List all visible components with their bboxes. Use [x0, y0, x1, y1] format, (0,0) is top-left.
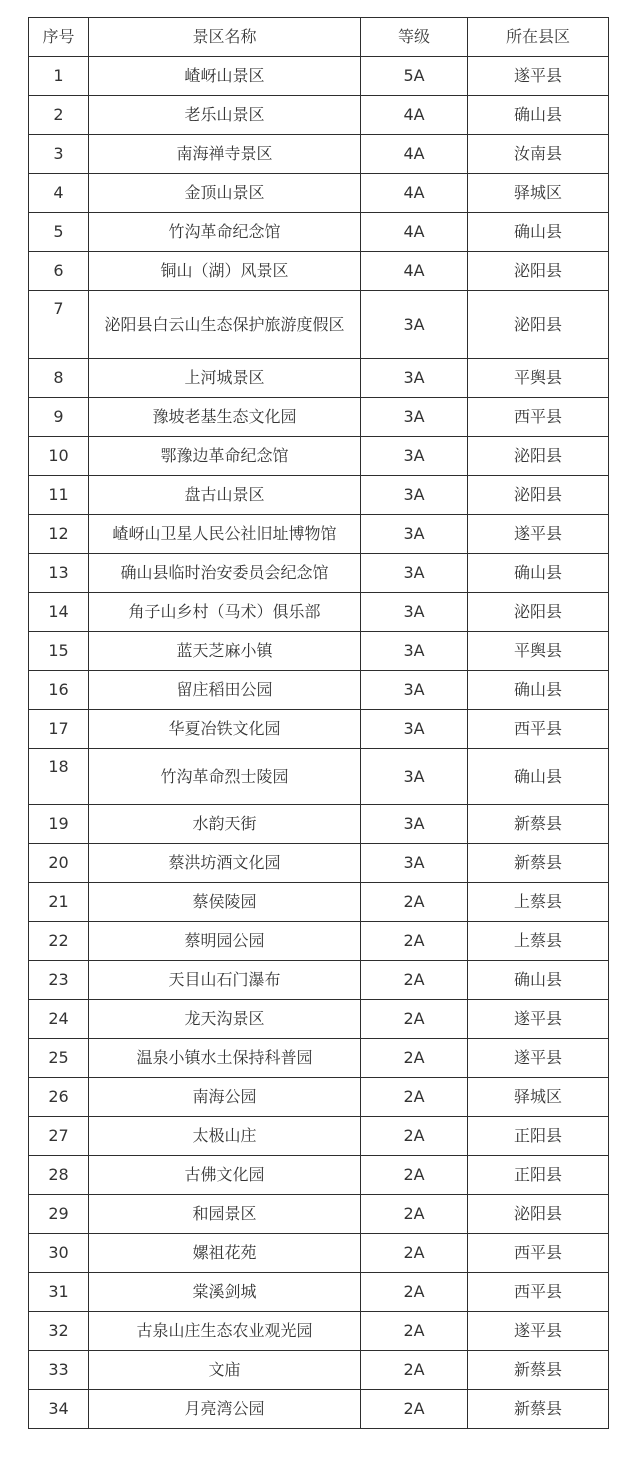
- cell-index: 1: [29, 57, 89, 96]
- table-header: [29, 18, 609, 57]
- table-row: [29, 1000, 609, 1039]
- cell-index: 24: [29, 1000, 89, 1039]
- cell-index: 8: [29, 359, 89, 398]
- cell-grade: 2A: [361, 1273, 468, 1312]
- cell-index: 2: [29, 96, 89, 135]
- cell-index: 15: [29, 632, 89, 671]
- cell-grade: 3A: [361, 805, 468, 844]
- scenic-spots-table: [28, 17, 609, 1429]
- cell-spot-name: 泌阳县白云山生态保护旅游度假区: [89, 291, 361, 359]
- table-row: [29, 515, 609, 554]
- cell-county: 汝南县: [468, 135, 609, 174]
- cell-spot-name: 上河城景区: [89, 359, 361, 398]
- cell-grade: 2A: [361, 1156, 468, 1195]
- cell-index: 33: [29, 1351, 89, 1390]
- cell-grade: 3A: [361, 749, 468, 805]
- cell-index: 26: [29, 1078, 89, 1117]
- table-row: [29, 1039, 609, 1078]
- table-row: [29, 291, 609, 359]
- cell-spot-name: 嵖岈山卫星人民公社旧址博物馆: [89, 515, 361, 554]
- cell-spot-name: 文庙: [89, 1351, 361, 1390]
- cell-spot-name: 棠溪剑城: [89, 1273, 361, 1312]
- table-row: [29, 359, 609, 398]
- cell-index: 9: [29, 398, 89, 437]
- table-row: [29, 1156, 609, 1195]
- cell-spot-name: 老乐山景区: [89, 96, 361, 135]
- cell-grade: 5A: [361, 57, 468, 96]
- cell-spot-name: 龙天沟景区: [89, 1000, 361, 1039]
- cell-county: 确山县: [468, 749, 609, 805]
- cell-spot-name: 嵖岈山景区: [89, 57, 361, 96]
- cell-county: 泌阳县: [468, 291, 609, 359]
- cell-grade: 4A: [361, 174, 468, 213]
- cell-index: 5: [29, 213, 89, 252]
- cell-grade: 2A: [361, 1234, 468, 1273]
- cell-county: 新蔡县: [468, 805, 609, 844]
- cell-county: 平舆县: [468, 359, 609, 398]
- table-row: [29, 961, 609, 1000]
- cell-county: 上蔡县: [468, 883, 609, 922]
- cell-county: 西平县: [468, 398, 609, 437]
- cell-grade: 3A: [361, 476, 468, 515]
- header-index: 序号: [29, 18, 89, 57]
- cell-spot-name: 南海公园: [89, 1078, 361, 1117]
- cell-index: 21: [29, 883, 89, 922]
- cell-index: 27: [29, 1117, 89, 1156]
- cell-index: 23: [29, 961, 89, 1000]
- cell-grade: 2A: [361, 1078, 468, 1117]
- cell-spot-name: 月亮湾公园: [89, 1390, 361, 1429]
- table-row: [29, 593, 609, 632]
- cell-index: 22: [29, 922, 89, 961]
- cell-spot-name: 铜山（湖）风景区: [89, 252, 361, 291]
- table-row: [29, 1351, 609, 1390]
- table-row: [29, 749, 609, 805]
- cell-county: 确山县: [468, 554, 609, 593]
- table-row: [29, 844, 609, 883]
- cell-county: 平舆县: [468, 632, 609, 671]
- cell-spot-name: 竹沟革命烈士陵园: [89, 749, 361, 805]
- cell-index: 13: [29, 554, 89, 593]
- cell-index: 12: [29, 515, 89, 554]
- cell-grade: 2A: [361, 961, 468, 1000]
- cell-index: 32: [29, 1312, 89, 1351]
- cell-grade: 3A: [361, 398, 468, 437]
- cell-county: 新蔡县: [468, 1390, 609, 1429]
- cell-spot-name: 豫坡老基生态文化园: [89, 398, 361, 437]
- cell-index: 6: [29, 252, 89, 291]
- cell-grade: 3A: [361, 359, 468, 398]
- cell-grade: 2A: [361, 1390, 468, 1429]
- table-row: [29, 805, 609, 844]
- cell-grade: 3A: [361, 632, 468, 671]
- table-row: [29, 398, 609, 437]
- cell-index: 3: [29, 135, 89, 174]
- cell-county: 确山县: [468, 96, 609, 135]
- cell-grade: 2A: [361, 1000, 468, 1039]
- cell-grade: 2A: [361, 1039, 468, 1078]
- cell-grade: 3A: [361, 593, 468, 632]
- cell-county: 正阳县: [468, 1117, 609, 1156]
- cell-spot-name: 太极山庄: [89, 1117, 361, 1156]
- cell-spot-name: 温泉小镇水土保持科普园: [89, 1039, 361, 1078]
- table-row: [29, 1390, 609, 1429]
- cell-index: 11: [29, 476, 89, 515]
- cell-spot-name: 蔡洪坊酒文化园: [89, 844, 361, 883]
- cell-grade: 3A: [361, 554, 468, 593]
- table-row: [29, 1234, 609, 1273]
- table-row: [29, 1195, 609, 1234]
- cell-county: 上蔡县: [468, 922, 609, 961]
- cell-grade: 2A: [361, 922, 468, 961]
- cell-grade: 3A: [361, 671, 468, 710]
- cell-index: 17: [29, 710, 89, 749]
- cell-county: 遂平县: [468, 57, 609, 96]
- cell-county: 西平县: [468, 1273, 609, 1312]
- cell-index: 34: [29, 1390, 89, 1429]
- cell-grade: 4A: [361, 252, 468, 291]
- cell-spot-name: 水韵天街: [89, 805, 361, 844]
- cell-county: 遂平县: [468, 1039, 609, 1078]
- cell-grade: 3A: [361, 291, 468, 359]
- table-row: [29, 174, 609, 213]
- cell-spot-name: 嫘祖花苑: [89, 1234, 361, 1273]
- table-row: [29, 632, 609, 671]
- cell-county: 确山县: [468, 671, 609, 710]
- header-row: [29, 18, 609, 57]
- cell-spot-name: 留庄稻田公园: [89, 671, 361, 710]
- cell-spot-name: 和园景区: [89, 1195, 361, 1234]
- cell-grade: 4A: [361, 135, 468, 174]
- cell-spot-name: 鄂豫边革命纪念馆: [89, 437, 361, 476]
- table-row: [29, 476, 609, 515]
- header-spot-name: 景区名称: [89, 18, 361, 57]
- table-row: [29, 96, 609, 135]
- cell-index: 25: [29, 1039, 89, 1078]
- cell-grade: 4A: [361, 96, 468, 135]
- cell-county: 遂平县: [468, 1000, 609, 1039]
- cell-spot-name: 角子山乡村（马术）俱乐部: [89, 593, 361, 632]
- table-row: [29, 252, 609, 291]
- cell-county: 泌阳县: [468, 1195, 609, 1234]
- cell-index: 30: [29, 1234, 89, 1273]
- cell-index: 18: [29, 749, 89, 805]
- cell-index: 29: [29, 1195, 89, 1234]
- cell-county: 确山县: [468, 961, 609, 1000]
- cell-index: 31: [29, 1273, 89, 1312]
- cell-index: 19: [29, 805, 89, 844]
- cell-county: 确山县: [468, 213, 609, 252]
- table-row: [29, 57, 609, 96]
- table-row: [29, 1117, 609, 1156]
- cell-grade: 2A: [361, 1312, 468, 1351]
- cell-county: 西平县: [468, 710, 609, 749]
- cell-county: 泌阳县: [468, 593, 609, 632]
- table-row: [29, 437, 609, 476]
- cell-index: 4: [29, 174, 89, 213]
- cell-spot-name: 盘古山景区: [89, 476, 361, 515]
- cell-grade: 2A: [361, 1195, 468, 1234]
- cell-spot-name: 金顶山景区: [89, 174, 361, 213]
- cell-grade: 2A: [361, 883, 468, 922]
- cell-index: 20: [29, 844, 89, 883]
- cell-county: 遂平县: [468, 515, 609, 554]
- cell-spot-name: 竹沟革命纪念馆: [89, 213, 361, 252]
- table-row: [29, 710, 609, 749]
- cell-county: 新蔡县: [468, 844, 609, 883]
- table-row: [29, 213, 609, 252]
- cell-county: 新蔡县: [468, 1351, 609, 1390]
- cell-spot-name: 南海禅寺景区: [89, 135, 361, 174]
- table-row: [29, 922, 609, 961]
- cell-index: 7: [29, 291, 89, 359]
- cell-grade: 2A: [361, 1351, 468, 1390]
- cell-index: 16: [29, 671, 89, 710]
- table-row: [29, 1078, 609, 1117]
- cell-grade: 3A: [361, 710, 468, 749]
- cell-index: 28: [29, 1156, 89, 1195]
- cell-county: 正阳县: [468, 1156, 609, 1195]
- cell-county: 泌阳县: [468, 476, 609, 515]
- cell-county: 泌阳县: [468, 437, 609, 476]
- cell-county: 驿城区: [468, 174, 609, 213]
- cell-grade: 3A: [361, 437, 468, 476]
- cell-spot-name: 蓝天芝麻小镇: [89, 632, 361, 671]
- cell-spot-name: 天目山石门瀑布: [89, 961, 361, 1000]
- cell-index: 14: [29, 593, 89, 632]
- cell-county: 泌阳县: [468, 252, 609, 291]
- table-row: [29, 135, 609, 174]
- cell-spot-name: 古佛文化园: [89, 1156, 361, 1195]
- cell-county: 驿城区: [468, 1078, 609, 1117]
- table-row: [29, 883, 609, 922]
- cell-spot-name: 蔡明园公园: [89, 922, 361, 961]
- header-grade: 等级: [361, 18, 468, 57]
- cell-index: 10: [29, 437, 89, 476]
- cell-spot-name: 华夏冶铁文化园: [89, 710, 361, 749]
- cell-county: 遂平县: [468, 1312, 609, 1351]
- cell-grade: 3A: [361, 515, 468, 554]
- cell-spot-name: 确山县临时治安委员会纪念馆: [89, 554, 361, 593]
- cell-grade: 3A: [361, 844, 468, 883]
- table-row: [29, 1273, 609, 1312]
- cell-grade: 4A: [361, 213, 468, 252]
- table-body: [29, 57, 609, 1429]
- header-county: 所在县区: [468, 18, 609, 57]
- table-row: [29, 554, 609, 593]
- table-row: [29, 1312, 609, 1351]
- cell-grade: 2A: [361, 1117, 468, 1156]
- cell-county: 西平县: [468, 1234, 609, 1273]
- cell-spot-name: 蔡侯陵园: [89, 883, 361, 922]
- cell-spot-name: 古泉山庄生态农业观光园: [89, 1312, 361, 1351]
- table-row: [29, 671, 609, 710]
